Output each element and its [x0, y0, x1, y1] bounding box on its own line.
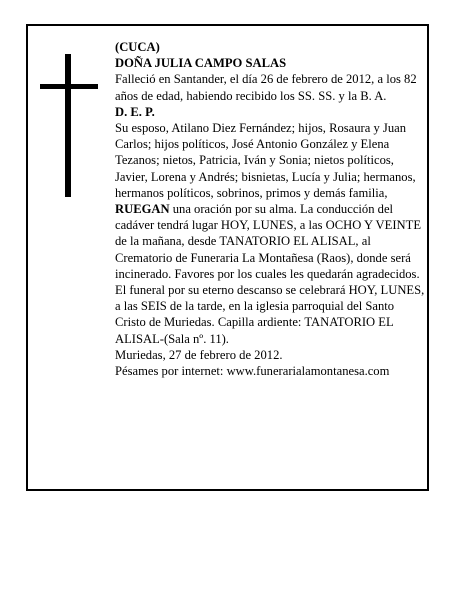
ruegan-label: RUEGAN [115, 202, 170, 217]
notice-text [115, 39, 427, 379]
funeral-details [115, 201, 427, 347]
cross-horizontal-bar [40, 84, 98, 89]
place-date: Muriedas, 27 de febrero de 2012. [115, 347, 283, 362]
family-list: Su esposo, Atilano Diez Fernández; hijos, Rosaura y Juan Carlos; hijos políticos, José Antonio González y Elena Tezanos; nietos, Patricia, Iván y Sonia; nietos políticos, Javier, Lorena y Andrés; bisnietas, Lucía y Julia; hermanos, hermanos políticos, sobrinos, primos y demás familia, [115, 121, 416, 200]
cross-icon [40, 54, 98, 197]
death-announcement: Falleció en Santander, el día 26 de febrero de 2012, a los 82 años de edad, habiendo recibido los SS. SS. y la B. A. [115, 72, 417, 103]
condolences-line: Pésames por internet: www.funerarialamontanesa.com [115, 364, 390, 379]
dep-line: D. E. P. [115, 104, 155, 119]
deceased-nickname: (CUCA) [115, 40, 160, 54]
deceased-name: DOÑA JULIA CAMPO SALAS [115, 56, 287, 71]
cross-vertical-bar [65, 54, 71, 197]
funeral-details-text: una oración por su alma. La conducción del cadáver tendrá lugar HOY, LUNES, a las OCHO Y VEINTE de la mañana, desde TANATORIO EL ALISAL, al Crematorio de Funeraria La Montañesa (Raos), donde será incinerado. Favores por los cuales les quedarán agradecidos. El funeral por su eterno descanso se celebrará HOY, LUNES, a las SEIS de la tarde, en la iglesia parroquial del Santo Cristo de Muriedas. Capilla ardiente: TANATORIO EL ALISAL-(Sala nº. 11). [115, 202, 425, 346]
obituary-notice [26, 24, 429, 491]
